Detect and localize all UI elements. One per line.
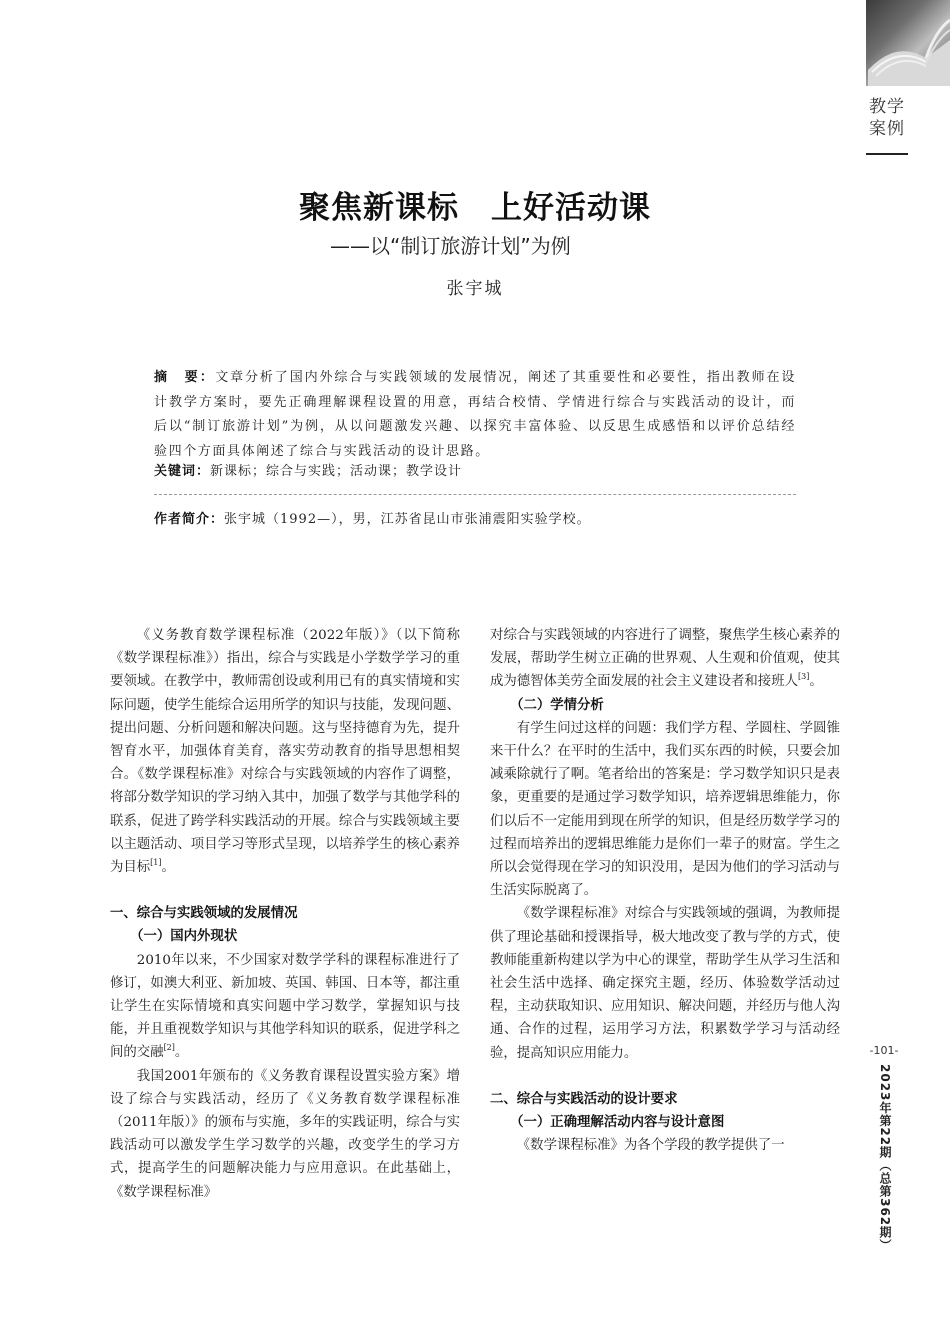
section-heading: 二、综合与实践活动的设计要求 [490,1091,678,1107]
section-heading: 一、综合与实践领域的发展情况 [110,906,298,922]
open-book-image [866,0,950,86]
article-title: 聚焦新课标 上好活动课 [299,190,651,226]
paragraph: 对综合与实践领域的内容进行了调整，聚焦学生核心素养的发展，帮助学生树立正确的世界观、人生观和价值观，使其成为德智体美劳全面发展的社会主义建设者和接班人[3]。 [490,628,840,690]
paragraph: 《数学课程标准》对综合与实践领域的强调，为教师提供了理论基础和授课指导，极大地改变了教与学的方式，使教师能重新构建以学为中心的课堂，帮助学生从学习生活和社会生活中选择、确定探究主题，经历、体验数学活动过程，主动获取知识、应用知识、解决问题，并经历与他人沟通、合作的过程，运用学习方法，积累数学学习与活动经验，提高知识应用能力。 [490,906,840,1061]
subsection-heading: （一）国内外现状 [130,929,238,945]
article-subtitle: ——以“制订旅游计划”为例 [330,234,571,258]
open-book-icon [866,0,950,86]
article-author: 张宇城 [446,279,504,299]
keywords [154,460,796,484]
section-label-rule [866,153,908,155]
paragraph: 2010年以来，不少国家对数学学科的课程标准进行了修订，如澳大利亚、新加坡、英国、韩国、日本等，都注重让学生在实际情境和真实问题中学习数学，掌握知识与技能，并且重视数学知识与其他学科知识的联系，促进学科之间的交融[2]。 [110,952,460,1061]
body-column-right [490,624,840,1157]
keywords-text: 新课标；综合与实践；活动课；教学设计 [210,464,463,479]
paragraph: 我国2001年颁布的《义务教育课程设置实验方案》增设了综合与实践活动，经历了《义务教育数学课程标准（2011年版）》的颁布与实施，多年的实践证明，综合与实践活动可以激发学生学习数学的兴趣，改变学生的学习方式，提高学生的问题解决能力与应用意识。在此基础上，《数学课程标准》 [110,1068,460,1200]
page-number: -101- [869,1044,899,1057]
paragraph: 《义务教育数学课程标准（2022年版）》（以下简称《数学课程标准》）指出，综合与实践是小学数学学习的重要领域。在教学中，教师需创设或利用已有的真实情境和实际问题，使学生能综合运用所学的知识与技能，发现问题、提出问题、分析问题和解决问题。这与坚持德育为先，提升智育水平，加强体育美育，落实劳动教育的指导思想相契合。《数学课程标准》对综合与实践领域的内容作了调整，将部分数学知识的学习纳入其中，加强了数学与其他学科的联系，促进了跨学科实践活动的开展。综合与实践领域主要以主题活动、项目学习等形式呈现，以培养学生的核心素养为目标[1]。 [110,628,460,876]
body-column-left [110,624,460,1204]
subsection-heading: （一）正确理解活动内容与设计意图 [510,1115,725,1131]
paragraph: 《数学课程标准》为各个学段的教学提供了一 [516,1138,785,1154]
bio-text: 张宇城（1992—），男，江苏省昆山市张浦震阳实验学校。 [224,512,591,527]
divider [154,494,796,495]
abstract-text: 文章分析了国内外综合与实践领域的发展情况，阐述了其重要性和必要性，指出教师在设计教学方案时，要先正确理解课程设置的用意，再结合校情、学情进行综合与实践活动的设计，而后以“制订旅游计划”为例，从以问题激发兴趣、以探究丰富体验、以反思生成感悟和以评价总结经验四个方面具体阐述了综合与实践活动的设计思路。 [154,370,796,459]
citation[interactable]: [3] [797,672,810,682]
citation[interactable]: [1] [150,858,162,868]
subsection-heading: （二）学情分析 [510,697,604,713]
keywords-label: 关键词： [154,464,211,479]
abstract-label: 摘 要： [154,370,216,385]
issue-info: 2023年第22期（总第362期） [878,1064,892,1253]
citation[interactable]: [2] [163,1043,175,1053]
abstract [154,366,796,464]
author-bio [154,508,796,532]
bio-label: 作者简介： [154,512,225,527]
section-label: 教学案例 [869,97,905,139]
paragraph: 有学生问过这样的问题：我们学方程、学圆柱、学圆锥来干什么？在平时的生活中，我们买东西的时候，只要会加减乘除就行了啊。笔者给出的答案是：学习数学知识只是表象，更重要的是通过学习数学知识，培养逻辑思维能力，你们以后不一定能用到现在所学的知识，但是经历数学学习的过程而培养出的逻辑思维能力是你们一辈子的财富。学生之所以会觉得现在学习的知识没用，是因为他们的学习活动与生活实际脱离了。 [490,720,840,899]
